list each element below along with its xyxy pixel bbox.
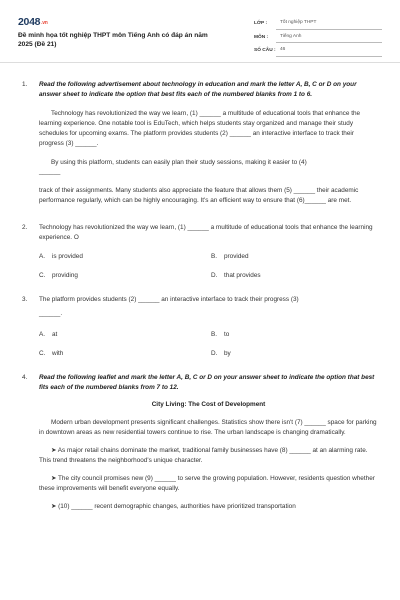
option-text: to <box>224 330 230 338</box>
document-meta <box>254 16 382 57</box>
site-logo[interactable] <box>18 14 48 30</box>
passage-blank: ______ <box>39 168 61 176</box>
option-letter: B. <box>211 253 218 261</box>
passage-paragraph: By using this platform, students can easily plan their study sessions, making it easier to (4) <box>51 158 307 166</box>
option-letter: C. <box>39 349 46 357</box>
answer-option-d[interactable] <box>211 271 383 281</box>
question-number: 3. <box>22 295 28 303</box>
question-1 <box>22 80 378 206</box>
answer-option-d[interactable] <box>211 349 383 359</box>
option-text: providing <box>52 271 78 279</box>
document-header <box>18 14 382 64</box>
option-letter: A. <box>39 330 46 338</box>
answer-option-c[interactable] <box>39 271 211 281</box>
option-text: is provided <box>52 253 83 261</box>
meta-row-class <box>254 16 382 30</box>
question-instruction: Read the following leaflet and mark the letter A, B, C or D on your answer sheet to indicate the option that best fits each of the numbered blanks from 7 to 12. <box>39 373 375 391</box>
answer-options <box>39 330 378 359</box>
option-text: provided <box>224 253 249 261</box>
option-letter: D. <box>211 349 218 357</box>
option-text: at <box>52 330 58 338</box>
question-text: The platform provides students (2) ______ an interactive interface to track their progress (3) <box>39 295 299 303</box>
logo-suffix: .vn <box>41 20 48 26</box>
answer-option-a[interactable] <box>39 252 211 262</box>
option-text: that provides <box>224 271 261 279</box>
meta-value: Tiếng Anh <box>276 33 382 43</box>
question-instruction: Read the following advertisement about technology in education and mark the letter A, B, C or D on your answer sheet to indicate the option that best fits each of the numbered blanks from 1 to 6. <box>39 81 357 98</box>
meta-label: MÔN : <box>254 34 269 40</box>
question-number: 4. <box>22 373 28 381</box>
header-divider <box>0 62 400 63</box>
passage-paragraph: Technology has revolutionized the way we learn, (1) ______ a multitude of educational tools that enhance the learning experience. One notable tool is EduTech, which helps students stay organized and manage their study schedules for upcoming exams. The platform provides students (2) ______ an interactive interface to track their progress (3) ______. <box>39 109 361 147</box>
option-letter: A. <box>39 253 46 261</box>
passage-paragraph: track of their assignments. Many students also appreciate the feature that allows them (5) ______ their academic performance regularly, which can be highly encouraging. It's an efficient way to ensure that (6)______ are met. <box>39 187 359 205</box>
answer-option-b[interactable] <box>211 330 383 340</box>
option-letter: C. <box>39 271 46 279</box>
question-number: 1. <box>22 81 28 88</box>
document-title: Đề minh họa tốt nghiệp THPT môn Tiếng Anh có đáp án năm 2025 (Đề 21) <box>18 32 208 49</box>
question-text: Technology has revolutionized the way we learn, (1) ______ a multitude of educational tools that enhance the learning experience. O <box>39 224 373 242</box>
question-number: 2. <box>22 224 28 232</box>
question-2 <box>22 223 378 281</box>
meta-row-count <box>254 43 382 57</box>
logo-text: 2048 <box>18 16 41 28</box>
answer-option-a[interactable] <box>39 330 211 340</box>
meta-label: SỐ CÂU : <box>254 48 276 54</box>
meta-value: Tốt nghiệp THPT <box>276 19 382 29</box>
question-3 <box>22 295 378 359</box>
passage-paragraph: ➤ As major retail chains dominate the market, traditional family businesses have (8) ______ at an alarming rate. This trend threatens the neighborhood's unique character. <box>39 447 368 465</box>
option-text: with <box>52 349 64 357</box>
leaflet-title: City Living: The Cost of Development <box>151 401 266 409</box>
passage-paragraph: Modern urban development presents significant challenges. Statistics show there isn't (7) ______ space for parking in downtown areas as new residential towers continue to rise. The urban landscape is changing dramatically. <box>39 419 377 437</box>
meta-row-subject <box>254 30 382 44</box>
option-letter: D. <box>211 271 218 279</box>
option-letter: B. <box>211 330 218 338</box>
question-blank: ______. <box>39 309 63 317</box>
meta-value: 46 <box>276 46 382 56</box>
passage-paragraph: ➤ The city council promises new (9) ______ to serve the growing population. However, residents question whether these improvements will benefit everyone equally. <box>39 475 375 492</box>
passage-paragraph: ➤ (10) ______ recent demographic changes, authorities have prioritized transportation <box>51 502 296 510</box>
answer-option-b[interactable] <box>211 252 383 262</box>
answer-option-c[interactable] <box>39 349 211 359</box>
answer-options <box>39 252 378 281</box>
question-4 <box>22 373 378 512</box>
meta-label: LỚP : <box>254 21 268 27</box>
option-text: by <box>224 349 231 357</box>
question-list <box>22 80 378 512</box>
